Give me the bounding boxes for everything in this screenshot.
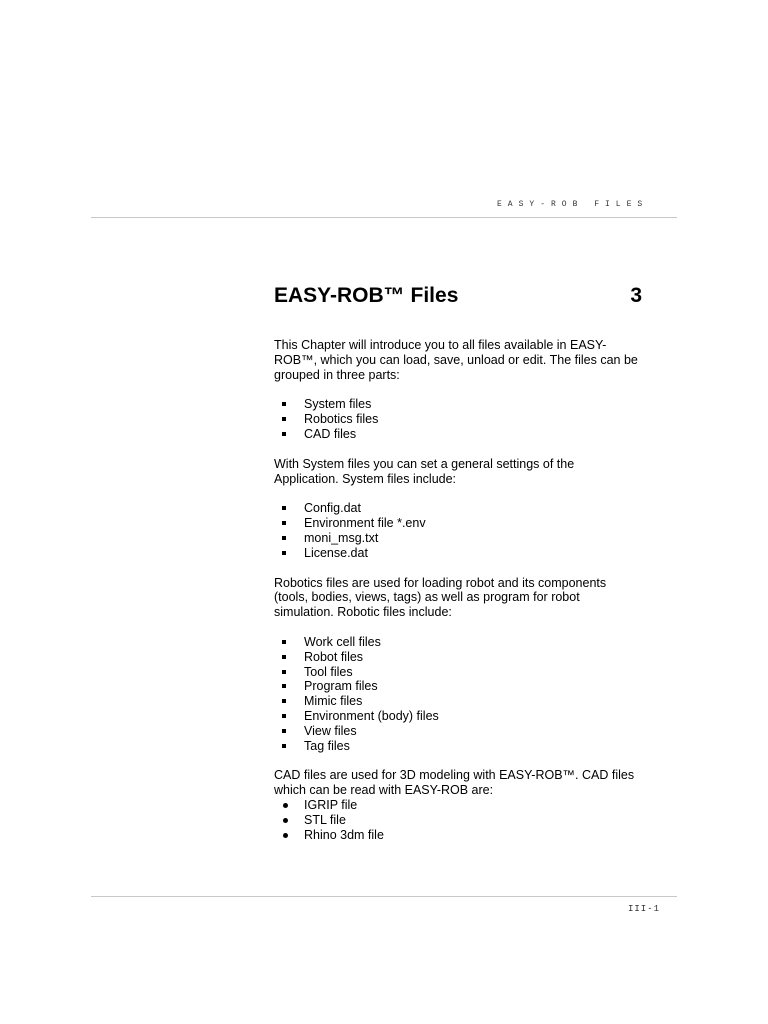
system-files-list: [274, 501, 639, 560]
system-paragraph: With System files you can set a general settings of the Application. System files include:: [274, 456, 575, 486]
chapter-number: 3: [630, 284, 642, 307]
list-item: Rhino 3dm file: [274, 828, 639, 843]
list-item: Environment (body) files: [274, 709, 639, 724]
intro-paragraph: This Chapter will introduce you to all files available in EASY-ROB™, which you can load, save, unload or edit. The files can be grouped in three parts:: [274, 338, 638, 382]
list-item: View files: [274, 724, 639, 739]
robotics-files-list: [274, 635, 639, 753]
list-item: License.dat: [274, 546, 639, 561]
list-item: System files: [274, 397, 639, 412]
list-item: Robotics files: [274, 412, 639, 427]
footer-rule: [91, 896, 677, 897]
list-item: Robot files: [274, 650, 639, 665]
robotics-paragraph: Robotics files are used for loading robot and its components (tools, bodies, views, tags) as well as program for robot simulation. Robotic files include:: [274, 575, 607, 620]
cad-files-list: [274, 798, 639, 842]
list-item: Tag files: [274, 739, 639, 754]
list-item: Work cell files: [274, 635, 639, 650]
cad-paragraph: CAD files are used for 3D modeling with EASY-ROB™. CAD files which can be read with EASY-ROB are:: [274, 768, 635, 798]
list-item: Mimic files: [274, 694, 639, 709]
list-item: Tool files: [274, 665, 639, 680]
chapter-heading: [274, 283, 642, 309]
list-item: CAD files: [274, 427, 639, 442]
header-rule: [91, 217, 677, 218]
running-head: EASY-ROB FILES: [497, 200, 649, 209]
list-item: Program files: [274, 679, 639, 694]
parts-list: [274, 397, 639, 441]
chapter-title: EASY-ROB™ Files: [274, 284, 459, 307]
list-item: IGRIP file: [274, 798, 639, 813]
chapter-body: [274, 338, 639, 842]
list-item: moni_msg.txt: [274, 531, 639, 546]
list-item: STL file: [274, 813, 639, 828]
list-item: Environment file *.env: [274, 516, 639, 531]
list-item: Config.dat: [274, 501, 639, 516]
page-number: III-1: [628, 904, 661, 914]
